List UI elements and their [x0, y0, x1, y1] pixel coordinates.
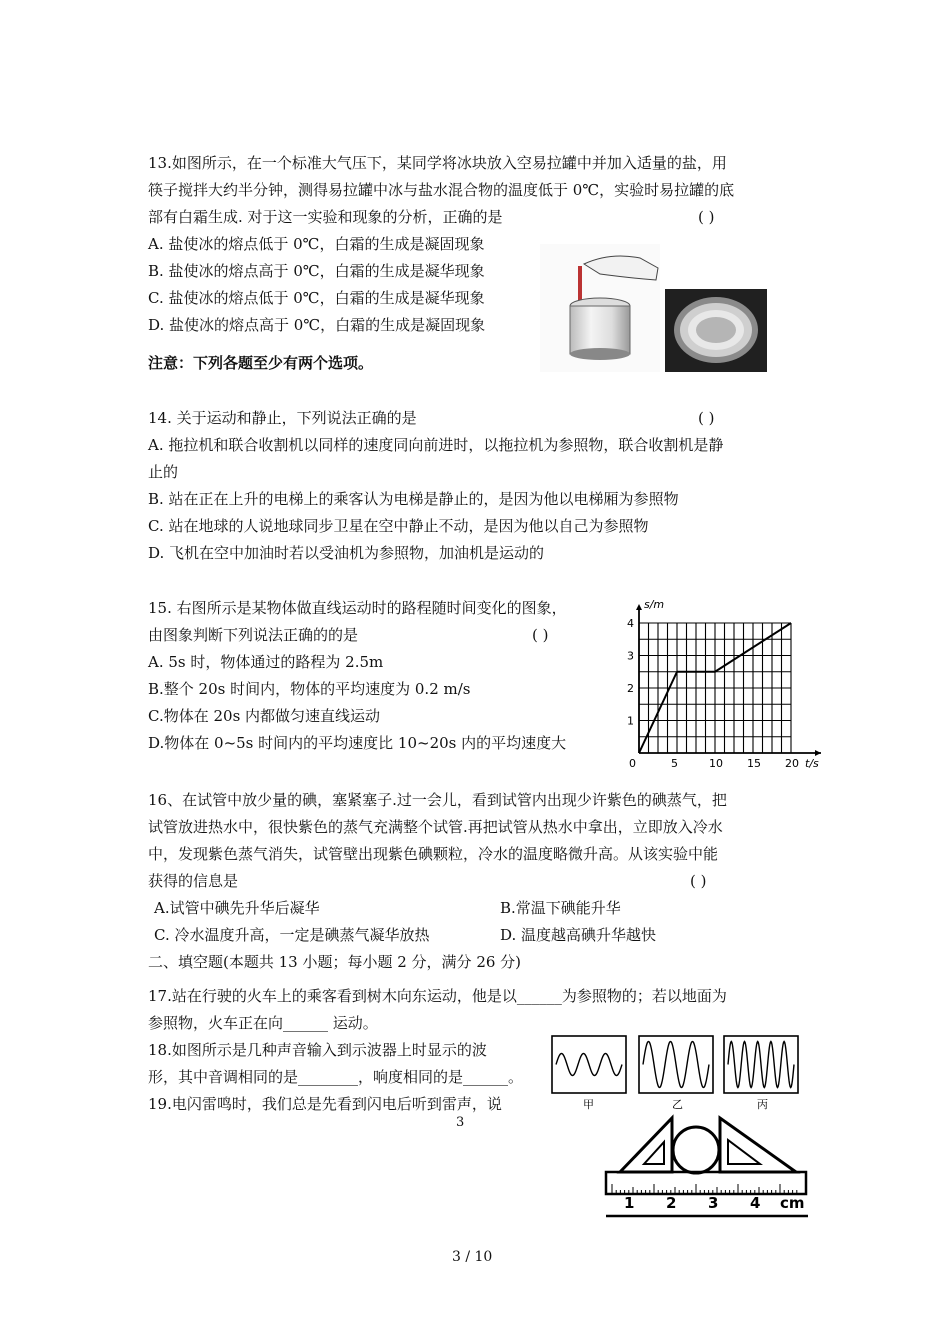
q14-option-b: B. 站在正在上升的电梯上的乘客认为电梯是静止的，是因为他以电梯厢为参照物	[148, 490, 679, 508]
q14-option-c: C. 站在地球的人说地球同步卫星在空中静止不动，是因为他以自己为参照物	[148, 517, 649, 535]
q13-line2: 筷子搅拌大约半分钟，测得易拉罐中冰与盐水混合物的温度低于 0℃，实验时易拉罐的底	[148, 181, 735, 199]
q14-option-d: D. 飞机在空中加油时若以受油机为参照物，加油机是运动的	[148, 544, 545, 562]
x-axis-arrow	[815, 750, 821, 756]
coin	[673, 1127, 719, 1173]
waveform-label-yi: 乙	[672, 1098, 683, 1110]
ruler-measurement-figure	[600, 1114, 814, 1224]
q15-option-a: A. 5s 时，物体通过的路程为 2.5m	[148, 653, 384, 671]
waveform-yi	[643, 1042, 709, 1088]
q15-option-c: C.物体在 20s 内都做匀速直线运动	[148, 707, 381, 725]
q13-option-d: D. 盐使冰的熔点高于 0℃，白霜的生成是凝固现象	[148, 316, 486, 334]
q17-line2: 参照物，火车正在向______ 运动。	[148, 1014, 378, 1032]
x-tick-label: 10	[709, 757, 723, 770]
q16-option-a: A.试管中碘先升华后凝华	[154, 899, 320, 917]
q16-line2: 试管放进热水中，很快紫色的蒸气充满整个试管.再把试管从热水中拿出，立即放入冷水	[148, 818, 723, 836]
q15-option-d: D.物体在 0~5s 时间内的平均速度比 10~20s 内的平均速度大	[148, 734, 567, 752]
x-tick-label: 20	[785, 757, 799, 770]
oscilloscope-waveforms	[549, 1032, 801, 1110]
q13-option-b: B. 盐使冰的熔点高于 0℃，白霜的生成是凝华现象	[148, 262, 485, 280]
q18-line2: 形，其中音调相同的是________，响度相同的是______。	[148, 1068, 524, 1086]
waveform-bing	[728, 1042, 794, 1088]
q14-option-a-line2: 止的	[148, 463, 179, 481]
y-tick-label: 4	[627, 617, 634, 630]
inner-page-number: 3	[456, 1115, 465, 1130]
x-tick-label: 0	[629, 757, 636, 770]
q14-option-a-line1: A. 拖拉机和联合收割机以同样的速度同向前进时，以拖拉机为参照物，联合收割机是静	[148, 436, 724, 454]
q13-option-a: A. 盐使冰的熔点低于 0℃，白霜的生成是凝固现象	[148, 235, 485, 253]
q16-option-b: B.常温下碘能升华	[500, 899, 621, 917]
frost-bottom-photo	[665, 289, 767, 372]
y-tick-label: 2	[627, 682, 634, 695]
ruler-tick-2: 2	[666, 1194, 677, 1212]
q13-line3: 部有白霜生成. 对于这一实验和现象的分析，正确的是	[148, 208, 503, 226]
q14-answer-paren: ( )	[698, 409, 715, 427]
q16-answer-paren: ( )	[690, 872, 707, 890]
q18-line1: 18.如图所示是几种声音输入到示波器上时显示的波	[148, 1041, 487, 1059]
q15-answer-paren: ( )	[532, 626, 549, 644]
q16-option-c: C. 冷水温度升高，一定是碘蒸气凝华放热	[154, 926, 430, 944]
q16-line3: 中，发现紫色蒸气消失，试管壁出现紫色碘颗粒，冷水的温度略微升高。从该实验中能	[148, 845, 719, 863]
q15-option-b: B.整个 20s 时间内，物体的平均速度为 0.2 m/s	[148, 680, 471, 698]
q16-option-d: D. 温度越高碘升华越快	[500, 926, 657, 944]
y-axis-arrow	[636, 604, 642, 610]
q15-line2: 由图象判断下列说法正确的的是	[148, 626, 359, 644]
q13-option-c: C. 盐使冰的熔点低于 0℃，白霜的生成是凝华现象	[148, 289, 485, 307]
waveform-label-jia: 甲	[583, 1098, 594, 1110]
q16-line4: 获得的信息是	[148, 872, 239, 890]
ruler-unit: cm	[780, 1194, 805, 1212]
waveform-label-bing: 丙	[757, 1098, 768, 1110]
q13-answer-paren: ( )	[698, 208, 715, 226]
q15-line1: 15. 右图所示是某物体做直线运动时的路程随时间变化的图象，	[148, 599, 567, 617]
section-heading-fill-in: 二、填空题(本题共 13 小题；每小题 2 分，满分 26 分)	[148, 953, 522, 971]
can-with-chopstick-image	[540, 244, 660, 372]
q17-line1: 17.站在行驶的火车上的乘客看到树木向东运动，他是以______为参照物的；若以地面为	[148, 987, 727, 1005]
x-tick-label: 15	[747, 757, 761, 770]
note-multiple-answers: 注意：下列各题至少有两个选项。	[148, 354, 374, 372]
y-tick-label: 3	[627, 649, 634, 663]
y-tick-label: 1	[627, 714, 634, 728]
q16-line1: 16、在试管中放少量的碘，塞紧塞子.过一会儿，看到试管内出现少许紫色的碘蒸气，把	[148, 791, 727, 809]
ruler-tick-3: 3	[708, 1194, 719, 1212]
y-axis-label: s/m	[644, 598, 665, 611]
ruler-tick-1: 1	[624, 1194, 635, 1212]
q19-line1: 19.电闪雷鸣时，我们总是先看到闪电后听到雷声，说	[148, 1095, 502, 1113]
distance-time-graph	[615, 598, 827, 774]
ruler-tick-4: 4	[750, 1194, 761, 1212]
q14-stem: 14. 关于运动和静止，下列说法正确的是	[148, 409, 417, 427]
x-tick-label: 5	[671, 757, 678, 770]
waveform-jia	[556, 1054, 622, 1076]
x-axis-label: t/s	[805, 757, 819, 770]
footer-page-number: 3 / 10	[452, 1249, 493, 1265]
q13-line1: 13.如图所示，在一个标准大气压下，某同学将冰块放入空易拉罐中并加入适量的盐，用	[148, 154, 727, 172]
